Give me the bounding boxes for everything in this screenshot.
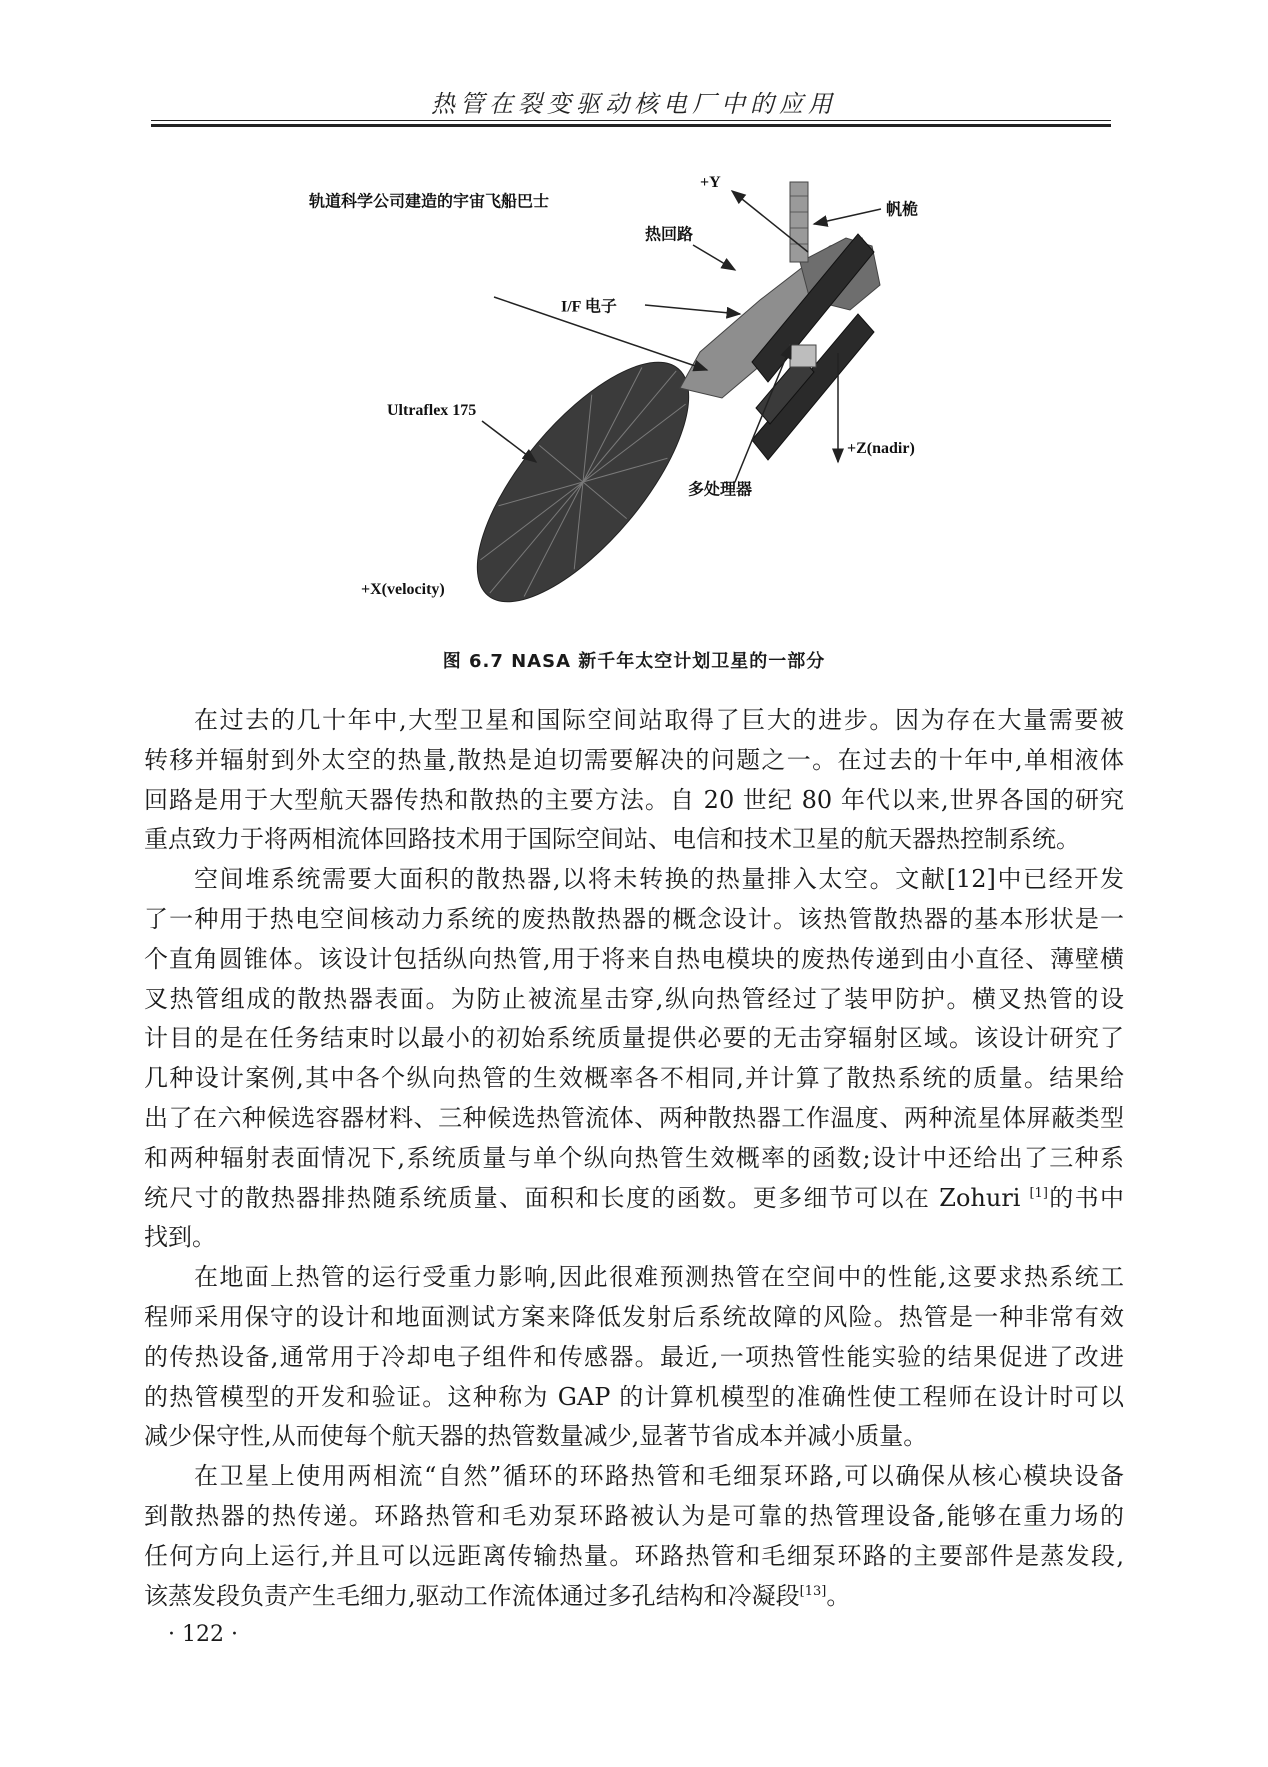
text-line: 的热管模型的开发和验证。这种称为 GAP 的计算机模型的准确性使工程师在设计时可以 (144, 1382, 1124, 1411)
text-line: 转移并辐射到外太空的热量,散热是迫切需要解决的问题之一。在过去的十年中,单相液体 (144, 745, 1124, 774)
heat-loop-arrow (693, 245, 735, 270)
label-ultraflex: Ultraflex 175 (387, 402, 477, 419)
figure-caption: 图 6.7 NASA 新千年太空计划卫星的一部分 (442, 651, 826, 672)
line-text: 。 (826, 1581, 851, 1610)
paragraph (144, 701, 1124, 860)
text-line: 几种设计案例,其中各个纵向热管的生效概率各不相同,并计算了散热系统的质量。结果给 (144, 1064, 1124, 1093)
page-number: · 122 · (168, 1622, 238, 1647)
text-line: 减少保守性,从而使每个航天器的热管数量减少,显著节省成本并减小质量。 (144, 1422, 928, 1451)
paragraph (144, 1258, 1124, 1457)
label-multiprocessor: 多处理器 (688, 481, 753, 499)
citation-ref: [13] (799, 1583, 827, 1599)
text-line: 在过去的几十年中,大型卫星和国际空间站取得了巨大的进步。因为存在大量需要被 (194, 706, 1124, 734)
label-plus-z: +Z(nadir) (847, 440, 915, 457)
label-if-electronics: I/F 电子 (561, 298, 617, 316)
mast-arrow (814, 209, 881, 224)
text-line: 在地面上热管的运行受重力影响,因此很难预测热管在空间中的性能,这要求热系统工 (194, 1263, 1124, 1292)
label-plus-x: +X(velocity) (361, 581, 445, 598)
text-line: 重点致力于将两相流体回路技术用于国际空间站、电信和技术卫星的航天器热控制系统。 (144, 825, 1080, 854)
text-line: 空间堆系统需要大面积的散热器,以将未转换的热量排入太空。文献[12]中已经开发 (194, 865, 1124, 894)
label-spacecraft-bus: 轨道科学公司建造的宇宙飞船巴士 (309, 193, 550, 211)
line-text: 该蒸发段负责产生毛细力,驱动工作流体通过多孔结构和冷凝段 (144, 1581, 800, 1610)
if-electronics-arrow (645, 305, 740, 314)
line-text: 的书中 (1047, 1183, 1124, 1212)
paragraph (144, 860, 1124, 1258)
multiprocessor-box (790, 345, 816, 367)
text-line: 和两种辐射表面情况下,系统质量与单个纵向热管生效概率的函数;设计中还给出了三种系 (144, 1143, 1124, 1172)
text-line: 出了在六种候选容器材料、三种候选热管流体、两种散热器工作温度、两种流星体屏蔽类型 (144, 1103, 1124, 1132)
text-line (144, 1577, 1124, 1617)
text-line: 任何方向上运行,并且可以远距离传输热量。环路热管和毛细泵环路的主要部件是蒸发段, (144, 1541, 1124, 1570)
text-line: 个直角圆锥体。该设计包括纵向热管,用于将来自热电模块的废热传递到由小直径、薄壁横 (144, 944, 1124, 973)
label-heat-loop: 热回路 (645, 226, 694, 244)
paragraph (144, 1457, 1124, 1616)
ultraflex-arrow (482, 421, 536, 462)
text-line (144, 1179, 1124, 1219)
text-line: 计目的是在任务结束时以最小的初始系统质量提供必要的无击穿辐射区域。该设计研究了 (144, 1024, 1124, 1053)
text-line: 的传热设备,通常用于冷却电子组件和传感器。最近,一项热管性能实验的结果促进了改进 (144, 1342, 1124, 1371)
line-text: 统尺寸的散热器排热随系统质量、面积和长度的函数。更多细节可以在 Zohuri (144, 1183, 1030, 1212)
text-line: 叉热管组成的散热器表面。为防止被流星击穿,纵向热管经过了装甲防护。横叉热管的设 (144, 984, 1124, 1013)
text-line: 了一种用于热电空间核动力系统的废热散热器的概念设计。该热管散热器的基本形状是一 (144, 904, 1124, 933)
satellite-figure (0, 0, 1268, 640)
text-line: 在卫星上使用两相流“自然”循环的环路热管和毛细泵环路,可以确保从核心模块设备 (194, 1462, 1124, 1491)
text-line: 回路是用于大型航天器传热和散热的主要方法。自 20 世纪 80 年代以来,世界各国的研究 (144, 785, 1124, 814)
text-line: 程师采用保守的设计和地面测试方案来降低发射后系统故障的风险。热管是一种非常有效 (144, 1302, 1124, 1331)
text-line: 到散热器的热传递。环路热管和毛劝泵环路被认为是可靠的热管理设备,能够在重力场的 (144, 1501, 1124, 1530)
label-plus-y: +Y (700, 174, 721, 191)
citation-ref: [1] (1029, 1185, 1048, 1201)
text-line: 找到。 (144, 1223, 216, 1252)
body-text (144, 701, 1124, 1616)
antenna-dish (442, 330, 724, 634)
running-header-title: 热管在裂变驱动核电厂中的应用 (431, 90, 837, 118)
label-mast: 帆桅 (886, 201, 919, 219)
